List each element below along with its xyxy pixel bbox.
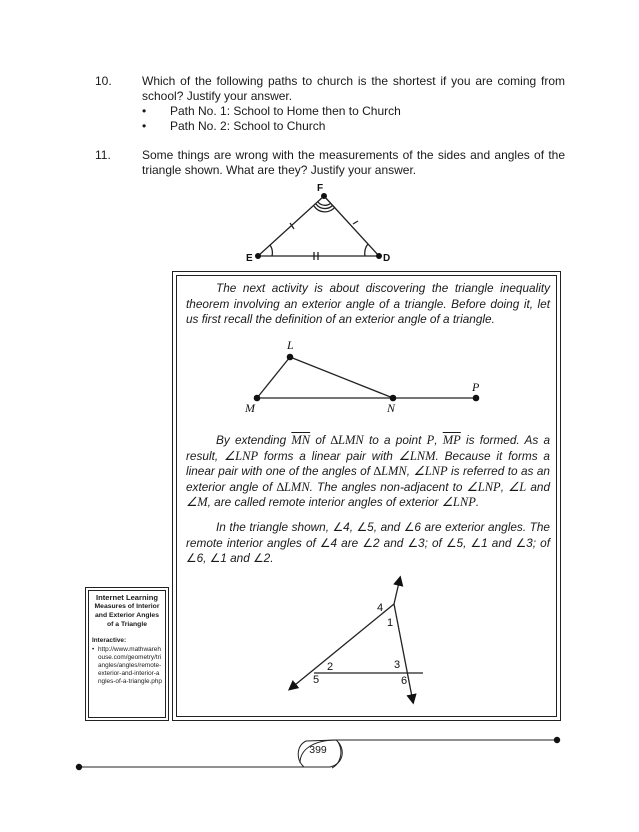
- bullet-icon: •: [142, 119, 147, 133]
- point-label-p: P: [472, 380, 480, 394]
- bullet-icon: •: [92, 646, 95, 653]
- point-label-m: M: [245, 401, 255, 415]
- sidebar-label: Interactive:: [92, 637, 127, 644]
- text-run: forms a linear pair with: [258, 448, 399, 463]
- angle-label-5: 5: [313, 674, 320, 686]
- text-run: In the triangle shown, ∠4, ∠5, and ∠6 are exterior angles. The remote interior angles of ∠4 are ∠2 and ∠3; of ∠5, ∠1 and ∠3; of ∠6, ∠1 and ∠2.: [186, 520, 550, 566]
- bullet-icon: •: [142, 104, 147, 118]
- angle-symbol: ∠L: [508, 479, 527, 494]
- question-text: Some things are wrong with the measurements of the sides and angles of the triangle shown. What are they? Justify your answer.: [142, 148, 565, 177]
- triangle-symbol: ∆LMN: [276, 479, 310, 494]
- text-run: By extending: [216, 433, 292, 447]
- point-label-l: L: [287, 338, 294, 352]
- intro-text: The next activity is about discovering the triangle inequality theorem involving an exterior angle of a triangle. Before doing it, let us first recall the definition of an exterior angle of a triangle.: [186, 281, 550, 327]
- text-run: ,: [406, 464, 414, 479]
- text-run: . The angles non-adjacent to: [309, 479, 467, 494]
- angle-symbol: ∠LNP: [466, 479, 501, 494]
- triangle-symbol: ∆LMN: [373, 464, 407, 479]
- page-number: 399: [309, 744, 327, 756]
- question-number: 10.: [95, 74, 112, 88]
- text-run: to a point: [363, 433, 427, 447]
- angle-symbol: ∠M: [186, 495, 208, 510]
- point-label-n: N: [387, 401, 396, 415]
- angle-symbol: ∠LNP: [223, 448, 259, 463]
- text-run: is formed. As a result,: [186, 433, 551, 463]
- angle-symbol: ∠LNP: [441, 495, 476, 510]
- text-run: .: [475, 495, 480, 510]
- text-run: , are called remote interior angles of exterior: [207, 495, 442, 510]
- text-run: ,: [434, 433, 443, 447]
- vertex-label-d: D: [383, 253, 391, 264]
- text-run: is referred to as an exterior angle of: [186, 464, 550, 494]
- sidebar-title: Internet Learning: [95, 593, 159, 602]
- vertex-label-f: F: [317, 183, 324, 194]
- option-text: Path No. 2: School to Church: [170, 119, 326, 133]
- text-run: . Because it forms a linear pair with one of the angles of: [186, 448, 550, 479]
- angle-label-3: 3: [394, 659, 401, 671]
- triangle-symbol: ∆LMN: [330, 433, 364, 447]
- text-run: of: [310, 433, 331, 447]
- angle-symbol: ∠LNM: [398, 448, 436, 463]
- vertex-label-e: E: [246, 253, 253, 264]
- angle-label-1: 1: [387, 617, 394, 629]
- sidebar-link[interactable]: http://www.mathwarehouse.com/geometry/triangles/angles/remote-exterior-and-interior-angles-of-a-triangle.php: [98, 646, 162, 685]
- question-number: 11.: [95, 148, 111, 162]
- angle-label-6: 6: [401, 675, 408, 687]
- sidebar-subtitle: Measures of Interior and Exterior Angles of a Triangle: [94, 603, 160, 628]
- text-run: and: [526, 479, 551, 494]
- angle-label-2: 2: [327, 661, 334, 673]
- option-text: Path No. 1: School to Home then to Church: [170, 104, 401, 118]
- question-text: Which of the following paths to church is the shortest if you are coming from school? Justify your answer.: [142, 74, 565, 103]
- segment-mn: $\overline{MN}$: [291, 433, 311, 447]
- angle-label-4: 4: [377, 602, 384, 614]
- text-run: ,: [500, 479, 509, 494]
- segment-mp: $\overline{MP}$: [442, 433, 461, 447]
- point-p: P: [426, 433, 435, 447]
- angle-symbol: ∠LNP: [413, 464, 448, 479]
